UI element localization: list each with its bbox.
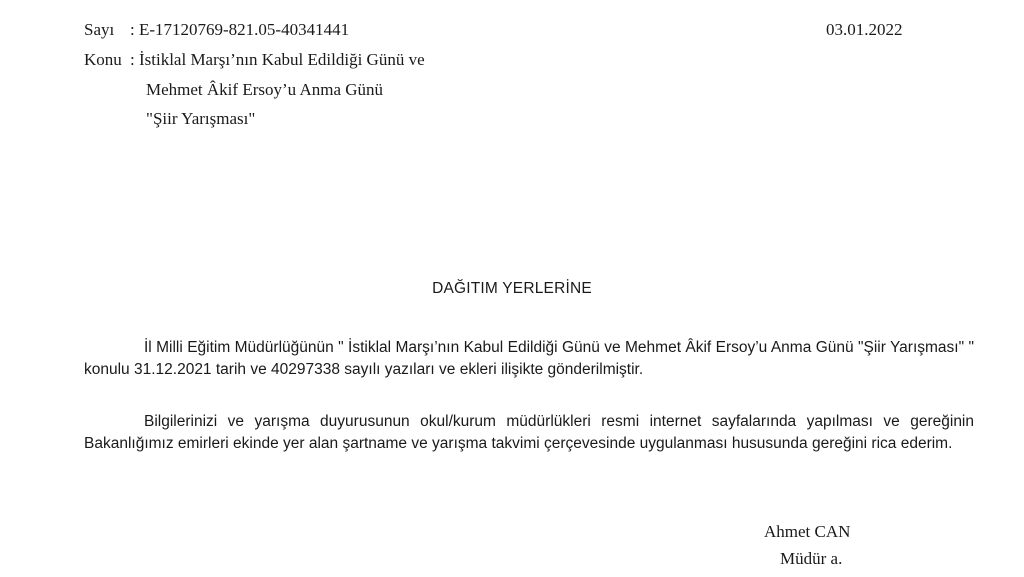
paragraph-2-text: Bilgilerinizi ve yarışma duyurusunun okul/kurum müdürlükleri resmi internet sayfalarında yapılması ve gereğinin Bakanlığımız emirleri ekinde yer alan şartname ve yarışma takvimi çerçevesinde uygulanması hususunda gereğini rica ederim. [84,413,974,452]
konu-label: Konu [84,50,122,69]
signatory-title: Müdür a. [780,549,843,568]
body-paragraph-1 [84,337,974,380]
konu-line-3: "Şiir Yarışması" [146,109,256,128]
sayi-label: Sayı [84,20,115,39]
konu-line-2: Mehmet Âkif Ersoy’u Anma Günü [146,80,384,99]
konu-line-1: : İstiklal Marşı’nın Kabul Edildiği Günü ve [130,50,425,69]
sayi-value: : E-17120769-821.05-40341441 [130,20,350,39]
addressee-heading: DAĞITIM YERLERİNE [432,280,592,297]
document-date: 03.01.2022 [826,20,903,39]
signatory-name: Ahmet CAN [764,522,851,541]
paragraph-1-text: İl Milli Eğitim Müdürlüğünün " İstiklal Marşı’nın Kabul Edildiği Günü ve Mehmet Âkif Ersoy’u Anma Günü "Şiir Yarışması" " konulu 31.12.2021 tarih ve 40297338 sayılı yazıları ve ekleri ilişikte gönderilmiştir. [84,339,974,378]
body-paragraph-2 [84,411,974,454]
